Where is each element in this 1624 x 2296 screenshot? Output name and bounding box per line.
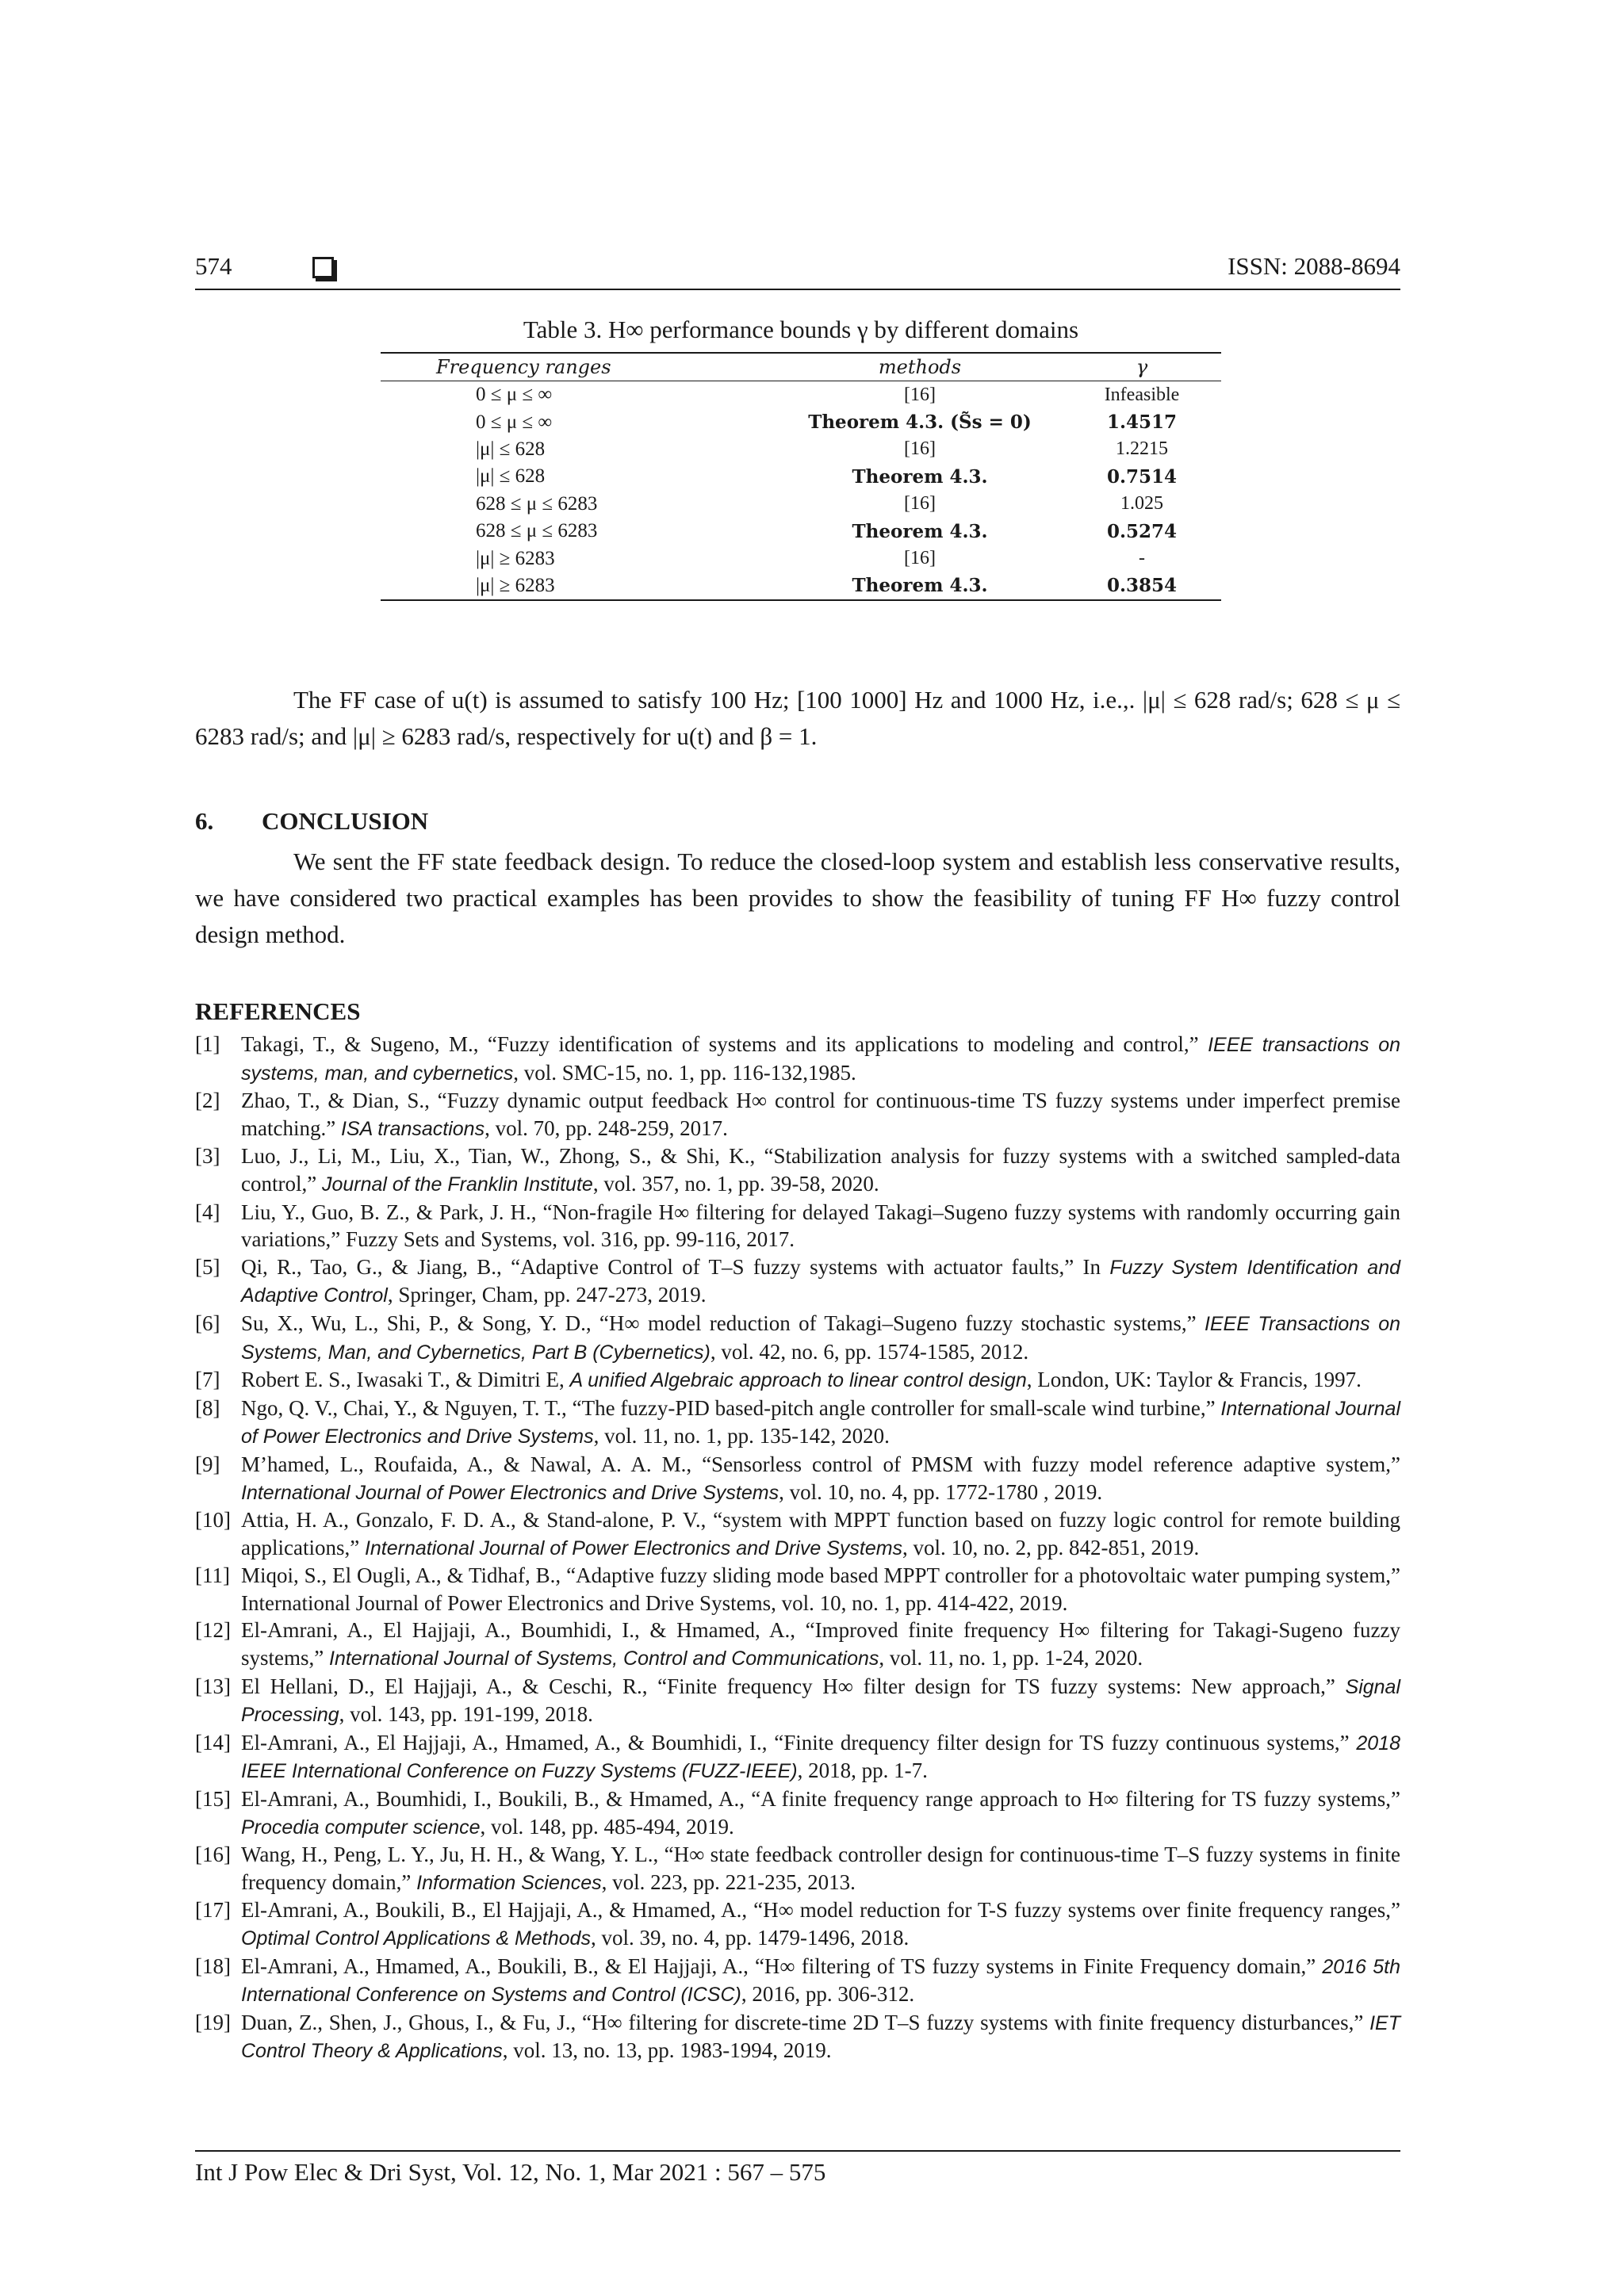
table-row (381, 518, 1221, 545)
reference-text: El-Amrani, A., El Hajjaji, A., Hmamed, A., & Boumhidi, I., “Finite drequency filter design for TS fuzzy continuous systems,” (241, 1730, 1350, 1755)
reference-number: [2] (195, 1089, 220, 1113)
reference-item (195, 1506, 1400, 1562)
reference-journal: Information Sciences (416, 1871, 602, 1894)
references-heading: REFERENCES (195, 997, 361, 1025)
reference-journal: Procedia computer science (241, 1816, 481, 1839)
table-row (381, 381, 1221, 409)
column-header-methods: methods (777, 353, 1063, 381)
page-number: 574 (195, 252, 232, 280)
journal-box-icon (312, 257, 334, 278)
row-indent (381, 491, 476, 518)
cell-gamma: 0.7514 (1106, 465, 1178, 488)
reference-details: , vol. 223, pp. 221-235, 2013. (601, 1869, 856, 1894)
reference-text: Attia, H. A., Gonzalo, F. D. A., & Stand-alone, P. V., “system with MPPT function based on fuzzy logic control for remote building applications,” (241, 1508, 1400, 1559)
reference-item (195, 1395, 1400, 1451)
reference-details: , vol. 10, no. 4, pp. 1772-1780 , 2019. (779, 1479, 1103, 1504)
reference-text: Liu, Y., Guo, B. Z., & Park, J. H., “Non-fragile H∞ filtering for delayed Takagi–Sugeno fuzzy systems with randomly occurring gain variations,” Fuzzy Sets and Systems, vol. 316, pp. 99-116, 2017. (241, 1200, 1400, 1252)
table-row (381, 463, 1221, 490)
reference-journal: IEEE Transactions on Systems, Man, and Cybernetics, Part B (Cybernetics) (241, 1312, 1401, 1364)
cell-frequency-range: |μ| ≥ 6283 (476, 572, 777, 600)
reference-details: , 2018, pp. 1-7. (797, 1758, 928, 1783)
reference-item (195, 1087, 1400, 1142)
cell-method: Theorem 4.3. (852, 520, 988, 542)
reference-journal: International Journal of Systems, Control and Communications (329, 1647, 879, 1670)
reference-number: [8] (195, 1395, 220, 1420)
reference-text: Duan, Z., Shen, J., Ghous, I., & Fu, J., “H∞ filtering for discrete-time 2D T–S fuzzy systems with finite frequency disturbances,” (241, 2010, 1364, 2034)
table-header-row (381, 353, 1221, 381)
row-indent (381, 518, 476, 545)
reference-details: , vol. 70, pp. 248-259, 2017. (485, 1115, 728, 1140)
cell-method: [16] (904, 493, 936, 515)
row-indent (381, 408, 476, 435)
table-row (381, 436, 1221, 463)
reference-item (195, 2009, 1400, 2065)
cell-gamma: 0.5274 (1106, 520, 1178, 542)
reference-details: , vol. 11, no. 1, pp. 1-24, 2020. (879, 1646, 1143, 1670)
cell-method: [16] (904, 548, 936, 569)
column-header-gamma: γ (1063, 353, 1221, 381)
reference-item (195, 1031, 1400, 1087)
reference-text: El Hellani, D., El Hajjaji, A., & Ceschi, R., “Finite frequency H∞ filter design for TS fuzzy systems: New approach,” (241, 1674, 1335, 1698)
reference-item (195, 1617, 1400, 1672)
reference-item (195, 1841, 1400, 1896)
cell-gamma: 1.4517 (1106, 411, 1178, 434)
cell-method: Theorem 4.3. (S̃s = 0) (808, 411, 1032, 434)
reference-text: Qi, R., Tao, G., & Jiang, B., “Adaptive Control of T–S fuzzy systems with actuator faults,” In (241, 1254, 1101, 1279)
reference-number: [11] (195, 1563, 230, 1588)
reference-journal: A unified Algebraic approach to linear control design (569, 1369, 1027, 1392)
page-footer: Int J Pow Elec & Dri Syst, Vol. 12, No. 1, Mar 2021 : 567 – 575 (195, 2158, 826, 2186)
issn: ISSN: 2088-8694 (1228, 252, 1400, 280)
cell-frequency-range: |μ| ≤ 628 (476, 438, 546, 460)
cell-method: [16] (904, 384, 936, 405)
reference-text: El-Amrani, A., Boukili, B., El Hajjaji, A., & Hmamed, A., “H∞ model reduction for T-S fuzzy systems over finite frequency ranges,” (241, 1898, 1400, 1923)
reference-journal: Journal of the Franklin Institute (321, 1173, 593, 1196)
reference-journal: ISA transactions (340, 1117, 485, 1140)
reference-item (195, 1310, 1400, 1366)
table-row (381, 408, 1221, 435)
row-indent (381, 436, 476, 463)
reference-text: El-Amrani, A., Boumhidi, I., Boukili, B., & Hmamed, A., “A finite frequency range approach to H∞ filtering for TS fuzzy systems,” (241, 1787, 1400, 1812)
cell-frequency-range: |μ| ≤ 628 (476, 465, 546, 488)
conclusion-text: We sent the FF state feedback design. To reduce the closed-loop system and establish less conservative results, we have considered two practical examples has been provides to show the feasibility of tuning FF H∞ fuzzy control design method. (195, 848, 1400, 948)
ff-paragraph-text: The FF case of u(t) is assumed to satisfy 100 Hz; [100 1000] Hz and 1000 Hz, i.e.,. |μ| ≤ 628 rad/s; 628 ≤ μ ≤ 6283 rad/s; and |μ| ≥ 6283 rad/s, respectively for u(t) and β = 1. (195, 686, 1400, 750)
reference-details: , vol. 39, no. 4, pp. 1479-1496, 2018. (590, 1926, 910, 1950)
table-row (381, 491, 1221, 518)
reference-number: [10] (195, 1508, 231, 1533)
cell-gamma: 0.3854 (1063, 572, 1221, 600)
reference-number: [4] (195, 1200, 220, 1224)
page-header (195, 252, 1400, 287)
reference-item (195, 1953, 1400, 2009)
reference-details: , London, UK: Taylor & Francis, 1997. (1026, 1368, 1362, 1392)
reference-number: [6] (195, 1311, 220, 1335)
reference-journal: International Journal of Power Electronics and Drive Systems (364, 1536, 903, 1559)
performance-table (381, 352, 1221, 601)
reference-item (195, 1366, 1400, 1395)
reference-details: , vol. 143, pp. 191-199, 2018. (339, 1702, 593, 1727)
reference-text: M’hamed, L., Roufaida, A., & Nawal, A. A. M., “Sensorless control of PMSM with fuzzy model reference adaptive system,” (241, 1452, 1400, 1476)
reference-item (195, 1785, 1400, 1841)
reference-text: Luo, J., Li, M., Liu, X., Tian, W., Zhong, S., & Shi, K., “Stabilization analysis for fuzzy systems with a switched sampled-data control,” (241, 1144, 1400, 1196)
reference-details: , vol. 357, no. 1, pp. 39-58, 2020. (592, 1171, 879, 1196)
reference-details: , vol. 13, no. 13, pp. 1983-1994, 2019. (502, 2038, 832, 2063)
reference-text: Zhao, T., & Dian, S., “Fuzzy dynamic output feedback H∞ control for continuous-time TS fuzzy systems under imperfect premise matching.” (241, 1089, 1400, 1140)
reference-journal: IEEE transactions on systems, man, and cybernetics (241, 1034, 1400, 1085)
reference-details: , vol. 148, pp. 485-494, 2019. (480, 1814, 734, 1839)
reference-number: [19] (195, 2010, 231, 2034)
reference-details: , Springer, Cham, pp. 247-273, 2019. (387, 1283, 707, 1307)
table-caption: Table 3. H∞ performance bounds γ by different domains (523, 316, 1079, 343)
reference-item (195, 1896, 1400, 1952)
reference-journal: International Journal of Power Electronics and Drive Systems (241, 1481, 779, 1504)
reference-journal: Fuzzy System Identification and Adaptive Control (241, 1256, 1401, 1307)
reference-number: [1] (195, 1032, 220, 1056)
table-row (381, 545, 1221, 572)
reference-details: , vol. 10, no. 2, pp. 842-851, 2019. (902, 1535, 1200, 1559)
reference-item (195, 1562, 1400, 1617)
reference-number: [18] (195, 1954, 231, 1978)
reference-details: , vol. 42, no. 6, pp. 1574-1585, 2012. (710, 1339, 1029, 1364)
row-indent (381, 572, 476, 600)
reference-text: El-Amrani, A., Hmamed, A., Boukili, B., & El Hajjaji, A., “H∞ filtering of TS fuzzy systems in Finite Frequency domain,” (241, 1954, 1316, 1978)
cell-gamma: Infeasible (1104, 384, 1180, 405)
conclusion-heading (195, 807, 428, 836)
reference-details: , 2016, pp. 306-312. (741, 1982, 915, 2007)
reference-item (195, 1253, 1400, 1310)
footer-rule (195, 2150, 1400, 2152)
reference-number: [12] (195, 1618, 231, 1643)
reference-journal: Signal Processing (241, 1675, 1401, 1727)
row-indent (381, 381, 476, 409)
reference-text: Takagi, T., & Sugeno, M., “Fuzzy identification of systems and its applications to modeling and control,” (241, 1032, 1199, 1056)
reference-number: [3] (195, 1144, 220, 1169)
cell-frequency-range: 0 ≤ μ ≤ ∞ (476, 411, 553, 433)
reference-item (195, 1199, 1400, 1253)
cell-gamma: - (1139, 548, 1145, 569)
reference-details: , vol. SMC-15, no. 1, pp. 116-132,1985. (513, 1060, 856, 1085)
reference-item (195, 1451, 1400, 1506)
reference-text: El-Amrani, A., El Hajjaji, A., Boumhidi, I., & Hmamed, A., “Improved finite frequency H∞ filtering for Takagi-Sugeno fuzzy systems,” (241, 1618, 1400, 1670)
cell-method: Theorem 4.3. (777, 572, 1063, 600)
section-title: CONCLUSION (262, 807, 429, 835)
reference-text: Wang, H., Peng, L. Y., Ju, H. H., & Wang, Y. L., “H∞ state feedback controller design for continuous-time T–S fuzzy systems in finite frequency domain,” (241, 1843, 1400, 1894)
reference-details: , vol. 11, no. 1, pp. 135-142, 2020. (593, 1424, 890, 1448)
reference-list (195, 1031, 1400, 2065)
reference-text: Su, X., Wu, L., Shi, P., & Song, Y. D., “H∞ model reduction of Takagi–Sugeno fuzzy stochastic systems,” (241, 1311, 1197, 1335)
ff-paragraph (195, 682, 1400, 755)
reference-journal: Optimal Control Applications & Methods (241, 1927, 591, 1950)
cell-frequency-range: 0 ≤ μ ≤ ∞ (476, 384, 553, 406)
row-indent (381, 463, 476, 490)
reference-journal: International Journal of Power Electronics and Drive Systems (241, 1397, 1401, 1448)
reference-number: [15] (195, 1787, 231, 1812)
table-row (381, 572, 1221, 600)
reference-number: [7] (195, 1368, 220, 1392)
row-indent (381, 545, 476, 572)
reference-text: Robert E. S., Iwasaki T., & Dimitri E, (241, 1368, 565, 1392)
reference-number: [17] (195, 1898, 231, 1923)
reference-item (195, 1729, 1400, 1785)
reference-journal: 2016 5th International Conference on Systems and Control (ICSC) (241, 1955, 1400, 2007)
cell-frequency-range: 628 ≤ μ ≤ 6283 (476, 492, 598, 515)
cell-method: Theorem 4.3. (852, 465, 988, 488)
table-body (381, 381, 1221, 601)
column-header-frequency: Frequency ranges (381, 353, 777, 381)
cell-method: [16] (904, 438, 936, 460)
reference-text: Ngo, Q. V., Chai, Y., & Nguyen, T. T., “The fuzzy-PID based-pitch angle controller for small-scale wind turbine,” (241, 1395, 1216, 1420)
reference-journal: 2018 IEEE International Conference on Fuzzy Systems (FUZZ-IEEE) (241, 1732, 1400, 1783)
reference-number: [16] (195, 1843, 231, 1867)
conclusion-paragraph (195, 844, 1400, 953)
header-rule (195, 289, 1400, 290)
reference-item (195, 1673, 1400, 1729)
cell-frequency-range: |μ| ≥ 6283 (476, 547, 555, 569)
cell-gamma: 1.025 (1120, 493, 1163, 515)
reference-journal: IET Control Theory & Applications (241, 2011, 1401, 2063)
reference-number: [13] (195, 1674, 231, 1698)
section-number: 6. (195, 807, 214, 835)
reference-number: [5] (195, 1254, 220, 1279)
cell-frequency-range: 628 ≤ μ ≤ 6283 (476, 520, 598, 542)
reference-item (195, 1142, 1400, 1198)
reference-text: Miqoi, S., El Ougli, A., & Tidhaf, B., “Adaptive fuzzy sliding mode based MPPT controller for a photovoltaic water pumping system,” International Journal of Power Electronics and Drive Systems, vol. 10, no. 1, pp. 414-422, 2019. (241, 1563, 1400, 1615)
reference-number: [9] (195, 1452, 220, 1476)
cell-gamma: 1.2215 (1116, 438, 1168, 460)
reference-number: [14] (195, 1730, 231, 1755)
